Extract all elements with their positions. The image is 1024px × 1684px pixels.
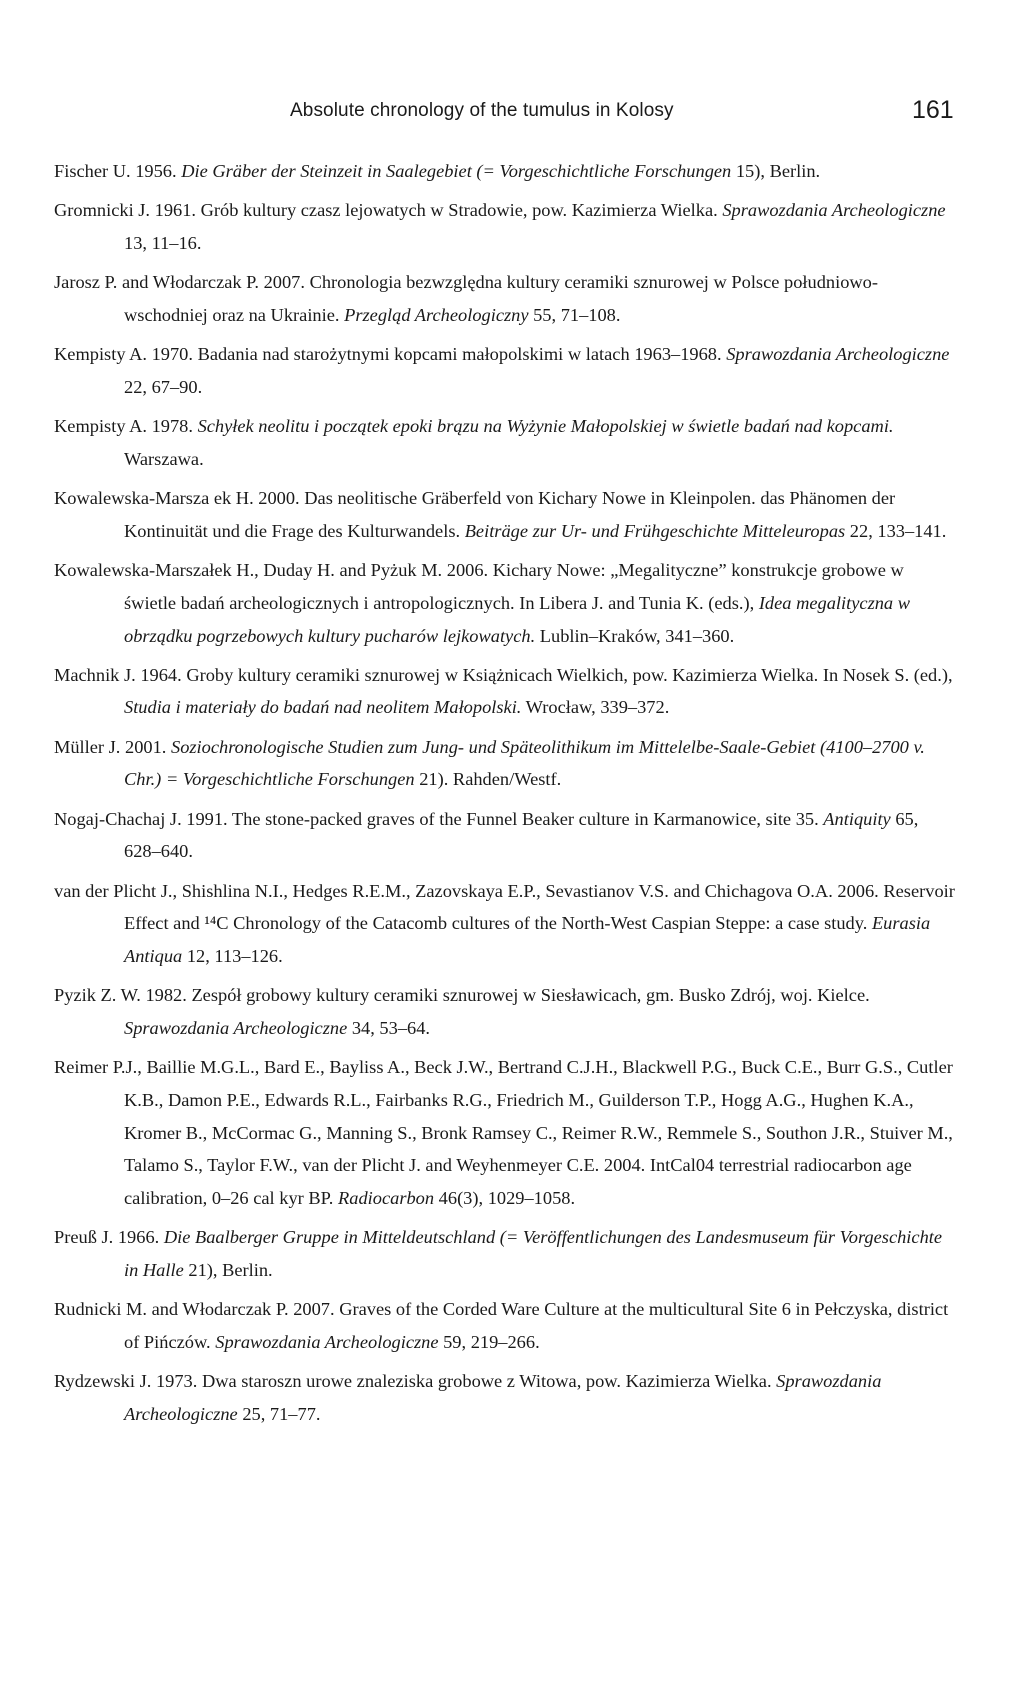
ref-source: Przegląd Archeologiczny <box>344 304 529 325</box>
ref-source: Soziochronologische Studien zum Jung- und Späteolithikum im Mittelelbe-Saale-Gebiet (4100–2700 v. Chr.) = Vorgeschichtliche Forschungen <box>124 736 925 790</box>
reference-entry <box>54 482 959 547</box>
ref-title: Groby kultury ceramiki sznurowej w Książnicach Wielkich, pow. Kazimierza Wielka. In Nosek S. (ed.), <box>186 664 953 685</box>
page-header <box>0 96 1024 130</box>
reference-entry <box>54 155 959 188</box>
ref-author: Reimer P.J., Baillie M.G.L., Bard E., Bayliss A., Beck J.W., Bertrand C.J.H., Blackwell P.G., Buck C.E., Burr G.S., Cutler K.B., Damon P.E., Edwards R.L., Fairbanks R.G., Friedrich M., Guilderson T.P., Hogg A.G., Hughen K.A., Kromer B., McCormac G., Manning S., Bronk Ramsey C., Reimer R.W., Remmele S., Southon J.R., Stuiver M., Talamo S., Taylor F.W., van der Plicht J. and Weyhenmeyer C.E. 2004. <box>54 1057 953 1176</box>
ref-title: Kichary Nowe: „Megalityczne” konstrukcje grobowe w świetle badań archeologicznych i antropologicznych. In Libera J. and Tunia K. (eds.), <box>124 560 904 613</box>
ref-source: Sprawozdania Archeologiczne <box>722 200 946 221</box>
ref-title: Badania nad starożytnymi kopcami małopolskimi w latach 1963–1968. <box>197 344 722 365</box>
ref-source: Eurasia Antiqua <box>124 913 931 967</box>
ref-source: Antiquity <box>823 808 891 829</box>
reference-entry <box>54 410 959 475</box>
ref-details: 21). Rahden/Westf. <box>419 769 562 790</box>
reference-entry <box>54 554 959 652</box>
ref-details: 34, 53–64. <box>351 1018 431 1039</box>
ref-author: Müller J. 2001. <box>54 736 167 757</box>
reference-entry <box>54 1293 959 1358</box>
ref-author: Jarosz P. and Włodarczak P. 2007. <box>54 272 305 293</box>
ref-details: 55, 71–108. <box>533 304 621 325</box>
ref-author: Gromnicki J. 1961. <box>54 200 197 221</box>
ref-author: Pyzik Z. W. 1982. <box>54 985 187 1006</box>
ref-author: Machnik J. 1964. <box>54 664 182 685</box>
ref-details: 12, 113–126. <box>186 946 283 967</box>
reference-entry <box>54 338 959 403</box>
ref-details: 22, 133–141. <box>849 520 947 541</box>
ref-author: Kempisty A. 1978. <box>54 416 193 437</box>
ref-source: Schyłek neolitu i początek epoki brązu na Wyżynie Małopolskiej w świetle badań nad kopcami. <box>197 416 894 437</box>
ref-details: 25, 71–77. <box>242 1403 321 1424</box>
ref-details: Lublin–Kraków, 341–360. <box>539 625 735 646</box>
reference-entry <box>54 266 959 331</box>
ref-details: 13, 11–16. <box>124 232 202 253</box>
ref-author: Fischer U. 1956. <box>54 161 177 181</box>
ref-details: 65, 628–640. <box>124 808 919 862</box>
ref-title: Reservoir Effect and ¹⁴C Chronology of the Catacomb cultures of the North-West Caspian Steppe: a case study. <box>124 880 955 934</box>
ref-details: 59, 219–266. <box>443 1331 540 1352</box>
ref-source: Idea megalityczna w obrządku pogrzebowych kultury pucharów lejkowatych. <box>124 592 910 646</box>
ref-details: 22, 67–90. <box>124 376 203 397</box>
ref-author: Rudnicki M. and Włodarczak P. 2007. <box>54 1299 335 1320</box>
ref-source: Die Gräber der Steinzeit in Saalegebiet (= Vorgeschichtliche Forschungen <box>181 161 732 181</box>
page-number: 161 <box>912 96 954 124</box>
ref-author: Kowalewska-Marsza ek H. 2000. <box>54 488 300 509</box>
ref-author: Nogaj-Chachaj J. 1991. <box>54 808 228 829</box>
running-title: Absolute chronology of the tumulus in Kolosy <box>290 100 674 121</box>
ref-title: Dwa staroszn urowe znaleziska grobowe z Witowa, pow. Kazimierza Wielka. <box>201 1371 772 1392</box>
ref-title: IntCal04 terrestrial radiocarbon age calibration, 0–26 cal kyr BP. <box>124 1155 912 1208</box>
ref-title: The stone-packed graves of the Funnel Beaker culture in Karmanowice, site 35. <box>231 808 819 829</box>
ref-title: Das neolitische Gräberfeld von Kichary Nowe in Kleinpolen. das Phänomen der Kontinuität und die Frage des Kulturwandels. <box>124 488 896 541</box>
ref-author: van der Plicht J., Shishlina N.I., Hedges R.E.M., Zazovskaya E.P., Sevastianov V.S. and Chichagova O.A. 2006. <box>54 880 879 901</box>
ref-source: Beiträge zur Ur- und Frühgeschichte Mitteleuropas <box>464 520 846 541</box>
ref-title: Grób kultury czasz lejowatych w Stradowie, pow. Kazimierza Wielka. <box>200 200 718 221</box>
ref-source: Sprawozdania Archeologiczne <box>215 1331 439 1352</box>
ref-author: Rydzewski J. 1973. <box>54 1371 198 1392</box>
ref-author: Preuß J. 1966. <box>54 1227 160 1248</box>
reference-entry <box>54 1221 959 1286</box>
reference-list <box>54 155 959 1437</box>
reference-entry <box>54 194 959 259</box>
ref-details: 46(3), 1029–1058. <box>438 1187 576 1208</box>
ref-source: Radiocarbon <box>338 1187 435 1208</box>
ref-title: Zespół grobowy kultury ceramiki sznurowej w Siesławicach, gm. Busko Zdrój, woj. Kielce. <box>191 985 870 1006</box>
ref-source: Sprawozdania Archeologiczne <box>124 1371 882 1424</box>
ref-details: Warszawa. <box>124 448 204 469</box>
ref-source: Sprawozdania Archeologiczne <box>726 344 950 365</box>
reference-entry <box>54 1365 959 1430</box>
reference-entry <box>54 875 959 973</box>
ref-author: Kowalewska-Marszałek H., Duday H. and Pyżuk M. 2006. <box>54 560 489 581</box>
ref-source: Sprawozdania Archeologiczne <box>124 1018 348 1039</box>
reference-entry <box>54 659 959 724</box>
reference-entry <box>54 1051 959 1214</box>
ref-title: Chronologia bezwzględna kultury ceramiki sznurowej w Polsce południowo-wschodniej oraz na Ukrainie. <box>124 272 879 325</box>
reference-entry <box>54 731 959 796</box>
ref-author: Kempisty A. 1970. <box>54 344 193 365</box>
ref-title: Graves of the Corded Ware Culture at the multicultural Site 6 in Pełczyska, district of Pińczów. <box>124 1299 949 1352</box>
ref-details: 21), Berlin. <box>188 1259 273 1280</box>
reference-entry <box>54 979 959 1044</box>
ref-source: Studia i materiały do badań nad neolitem Małopolski. <box>124 697 522 718</box>
ref-source: Die Baalberger Gruppe in Mitteldeutschland (= Veröffentlichungen des Landesmuseum für Vorgeschichte in Halle <box>124 1227 943 1280</box>
reference-entry <box>54 803 959 868</box>
ref-details: 15), Berlin. <box>735 161 821 181</box>
ref-details: Wrocław, 339–372. <box>525 697 670 718</box>
